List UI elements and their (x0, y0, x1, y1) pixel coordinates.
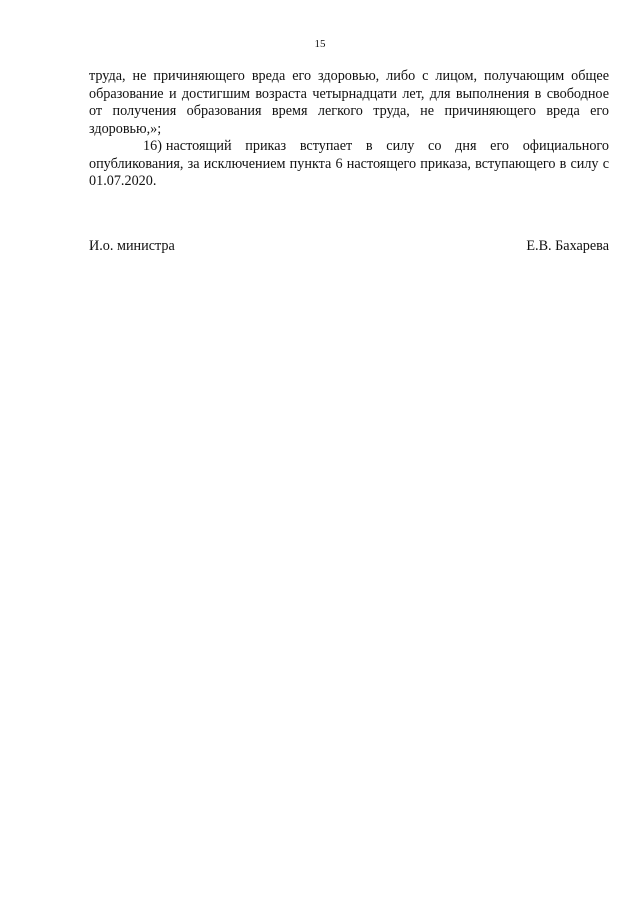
paragraph-continuation: труда, не причиняющего вреда его здоровью, либо с лицом, получающим общее образование и достигшим возраста четырнадцати лет, для выполнения в свободное от получения образования время легкого труда, не причиняющего вреда его здоровью,»; (89, 68, 609, 137)
item-text: настоящий приказ вступает в силу со дня его официального опубликования, за исключением пункта 6 настоящего приказа, вступающего в силу с 01.07.2020. (89, 138, 609, 189)
item-number: 16) (143, 138, 162, 154)
document-body (89, 68, 609, 191)
page-number: 15 (314, 38, 326, 50)
signatory-position: И.о. министра (89, 238, 175, 254)
paragraph-item-16 (89, 138, 609, 191)
signatory-name: Е.В. Бахарева (526, 238, 609, 254)
signature-block (89, 238, 609, 255)
